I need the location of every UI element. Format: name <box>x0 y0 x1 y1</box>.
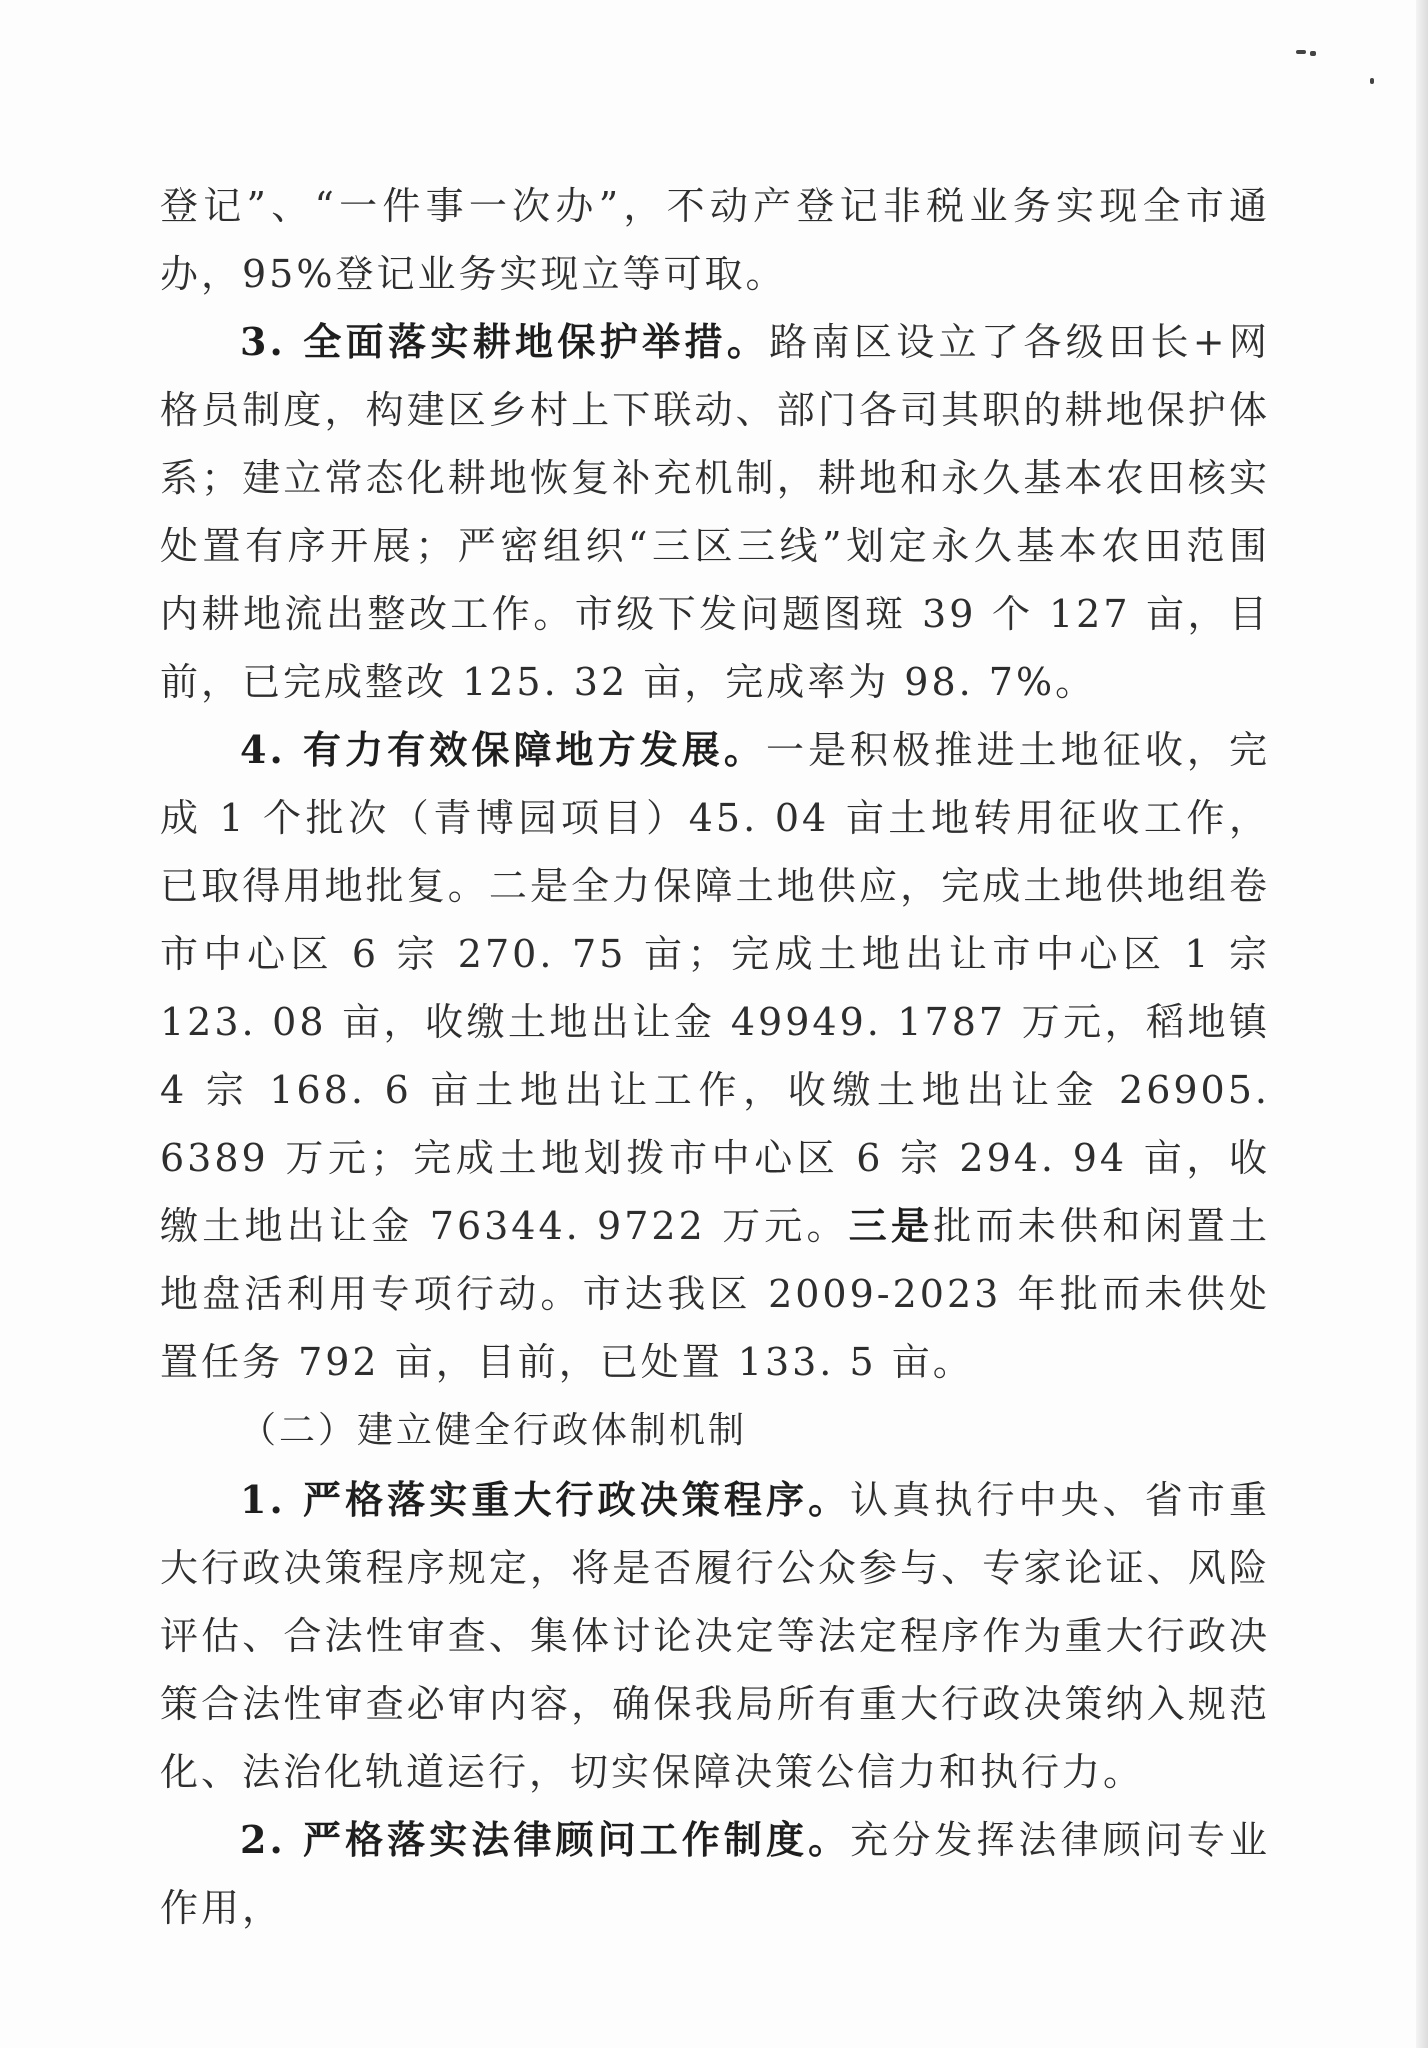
paragraph-local-development <box>160 716 1270 1396</box>
paragraph-decision-procedure <box>160 1466 1270 1806</box>
paragraph-heading: 2. 严格落实法律顾问工作制度。 <box>240 1817 851 1862</box>
paragraph-text: 认真执行中央、省市重大行政决策程序规定，将是否履行公众参与、专家论证、风险评估、合法性审查、集体讨论决定等法定程序作为重大行政决策合法性审查必审内容，确保我局所有重大行政决策纳入规范化、法治化轨道运行，切实保障决策公信力和执行力。 <box>160 1478 1270 1794</box>
paragraph-text: 路南区设立了各级田长+网格员制度，构建区乡村上下联动、部门各司其职的耕地保护体系；建立常态化耕地恢复补充机制，耕地和永久基本农田核实处置有序开展；严密组织“三区三线”划定永久基本农田范围内耕地流出整改工作。市级下发问题图斑 39 个 127 亩，目前，已完成整改 125. 32 亩，完成率为 98. 7%。 <box>160 320 1271 704</box>
paragraph-bold-lead: 三是 <box>848 1203 934 1248</box>
paragraph-heading: 1. 严格落实重大行政决策程序。 <box>240 1477 851 1522</box>
page-edge-shadow <box>1416 0 1428 2048</box>
paragraph-legal-counsel <box>160 1806 1270 1942</box>
paragraph-heading: 3. 全面落实耕地保护举措。 <box>240 319 770 364</box>
scan-speck <box>1296 50 1306 54</box>
scan-speck <box>1370 78 1374 84</box>
document-body <box>160 172 1270 1942</box>
section-subheading: （二）建立健全行政体制机制 <box>240 1410 748 1451</box>
paragraph-farmland-protection <box>160 308 1270 716</box>
paragraph-tail: 批而未供和闲置土地盘活利用专项行动。市达我区 2009-2023 年批而未供处置任务 792 亩，目前，已处置 133. 5 亩。 <box>160 1204 1270 1384</box>
paragraph-text: 充分发挥法律顾问专业作用， <box>160 1818 1270 1930</box>
scan-speck <box>1310 51 1316 56</box>
paragraph-text: 一是积极推进土地征收，完成 1 个批次（青博园项目）45. 04 亩土地转用征收工作，已取得用地批复。二是全力保障土地供应，完成土地供地组卷市中心区 6 宗 270. 75 亩；完成土地出让市中心区 1 宗 123. 08 亩，收缴土地出让金 49949. 1787 万元，稻地镇 4 宗 168. 6 亩土地出让工作，收缴土地出让金 26905. 6389 万元；完成土地划拨市中心区 6 宗 294. 94 亩，收缴土地出让金 76344. 9722 万元。 <box>160 728 1270 1248</box>
paragraph-continuation <box>160 172 1270 308</box>
paragraph-heading: 4. 有力有效保障地方发展。 <box>240 727 766 772</box>
paragraph-text: 登记”、“一件事一次办”，不动产登记非税业务实现全市通办，95%登记业务实现立等可取。 <box>160 184 1270 296</box>
